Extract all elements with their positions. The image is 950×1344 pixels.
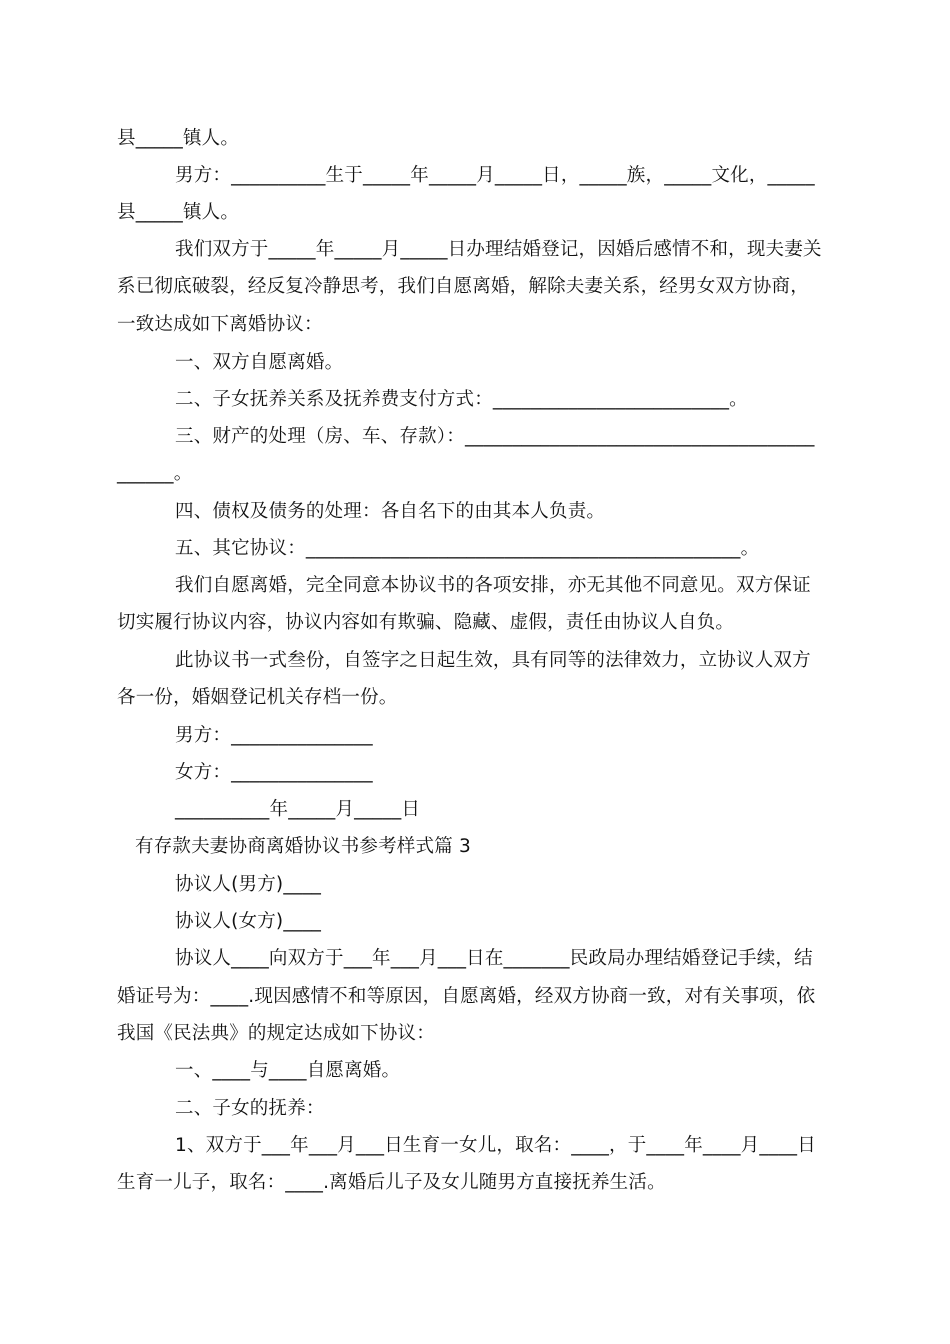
text-line: 一、____与____自愿离婚。 xyxy=(175,1060,401,1081)
text-line: 婚证号为：____.现因感情不和等原因，自愿离婚，经双方协商一致，对有关事项，依 xyxy=(117,986,816,1007)
text-line: 四、债权及债务的处理：各自名下的由其本人负责。 xyxy=(175,501,606,522)
text-line: 切实履行协议内容，协议内容如有欺骗、隐藏、虚假，责任由协议人自负。 xyxy=(117,612,735,633)
text-line: 1、双方于___年___月___日生育一女儿，取名：____，于____年____月____日 xyxy=(175,1135,816,1156)
text-line: 二、子女抚养关系及抚养费支付方式：_________________________。 xyxy=(175,389,748,410)
text-line: 五、其它协议：______________________________________________。 xyxy=(175,538,760,559)
text-line: 一、双方自愿离婚。 xyxy=(175,352,344,373)
text-line: 我国《民法典》的规定达成如下协议： xyxy=(117,1023,435,1044)
text-line: 县_____镇人。 xyxy=(117,202,240,223)
text-line: 协议人(男方)____ xyxy=(175,874,322,895)
text-line: __________年_____月_____日 xyxy=(175,799,421,820)
text-line: 女方：_______________ xyxy=(175,762,373,783)
text-line: 协议人(女方)____ xyxy=(175,911,322,932)
text-line: 生育一儿子，取名：____.离婚后儿子及女儿随男方直接抚养生活。 xyxy=(117,1172,666,1193)
text-line: 三、财产的处理（房、车、存款）：_____________________________________ xyxy=(175,426,815,447)
text-line: 二、子女的抚养： xyxy=(175,1098,325,1119)
text-line: 一致达成如下离婚协议： xyxy=(117,314,323,335)
text-line: 各一份，婚姻登记机关存档一份。 xyxy=(117,687,398,708)
text-line: 系已彻底破裂，经反复冷静思考，我们自愿离婚，解除夫妻关系，经男女双方协商， xyxy=(117,276,809,297)
text-line: 协议人____向双方于___年___月___日在_______民政局办理结婚登记手续，结 xyxy=(175,948,813,969)
text-line: 男方：__________生于_____年_____月_____日，_____族，_____文化，_____ xyxy=(175,165,815,186)
text-line: 我们自愿离婚，完全同意本协议书的各项安排，亦无其他不同意见。双方保证 xyxy=(175,575,811,596)
text-line: ______。 xyxy=(117,463,193,484)
text-line: 此协议书一式叁份，自签字之日起生效，具有同等的法律效力，立协议人双方 xyxy=(175,650,811,671)
text-line: 县_____镇人。 xyxy=(117,128,240,149)
text-line: 男方：_______________ xyxy=(175,725,373,746)
text-line: 我们双方于_____年_____月_____日办理结婚登记，因婚后感情不和，现夫妻关 xyxy=(175,239,822,260)
section-heading: 有存款夫妻协商离婚协议书参考样式篇 3 xyxy=(135,836,471,857)
